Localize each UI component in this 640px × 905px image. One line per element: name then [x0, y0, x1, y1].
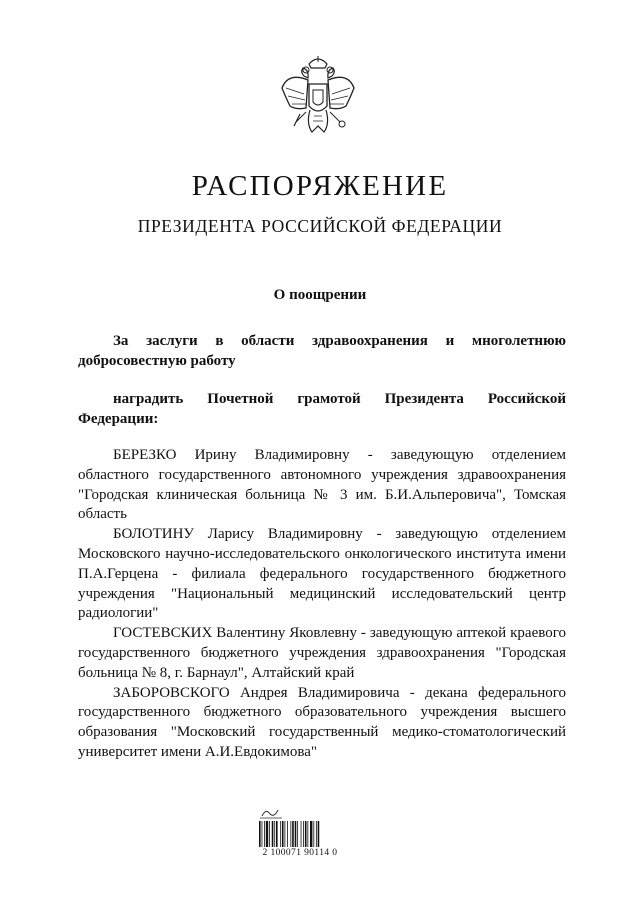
barcode-number: 2 100071 90114 0 — [262, 848, 338, 858]
barcode-bar — [274, 821, 275, 847]
barcode-bar — [305, 821, 307, 847]
barcode-bar — [264, 821, 265, 847]
barcode-bar — [295, 821, 297, 847]
awardee-entry: БЕРЕЗКО Ирину Владимировну - заведующую отделением областного государственного автономного учреждения здравоохранения "Городская клиническая больница № 3 им. Б.И.Альперовича", Томская область — [78, 447, 566, 523]
award-statement-line2: Федерации: — [78, 411, 159, 427]
barcode-bar — [303, 821, 304, 847]
merit-statement-line2: добросовестную работу — [78, 353, 236, 369]
barcode-bar — [290, 821, 291, 847]
barcode-bar — [301, 821, 302, 847]
barcode-bar — [285, 821, 286, 847]
document-stamp-icon — [258, 806, 284, 820]
barcode-bar — [287, 821, 288, 847]
barcode-bar — [280, 821, 281, 847]
barcode-icon — [258, 821, 342, 847]
barcode-bar — [307, 821, 308, 847]
coat-of-arms-icon — [276, 54, 360, 144]
merit-statement-line1: За заслуги в области здравоохранения и многолетнюю — [113, 333, 566, 349]
barcode-bar — [318, 821, 320, 847]
barcode-bar — [262, 821, 263, 847]
document-type-title: РАСПОРЯЖЕНИЕ — [191, 170, 449, 202]
barcode-bar — [297, 821, 298, 847]
barcode-bar — [292, 821, 294, 847]
barcode-bar — [310, 821, 312, 847]
awardee-entry: ГОСТЕВСКИХ Валентину Яковлевну - заведующую аптекой краевого государственного бюджетного учреждения здравоохранения "Городская больница № 8, г. Барнаул", Алтайский край — [78, 625, 566, 681]
document-subject: О поощрении — [273, 287, 367, 303]
barcode-bar — [272, 821, 274, 847]
barcode-bar — [259, 821, 261, 847]
barcode-bar — [276, 821, 278, 847]
awardee-entry: ЗАБОРОВСКОГО Андрея Владимировича - декана федерального государственного бюджетного образовательного учреждения высшего образования "Московский государственный медико-стоматологический университет имени А.И.Евдокимова" — [78, 684, 566, 760]
award-statement-line1: наградить Почетной грамотой Президента Российской — [113, 391, 566, 407]
barcode-bar — [266, 821, 268, 847]
barcode-bar — [282, 821, 284, 847]
barcode-bar — [316, 821, 317, 847]
awardee-entry: БОЛОТИНУ Ларису Владимировну - заведующую отделением Московского научно-исследовательского онкологического института имени П.А.Герцена - филиала федерального государственного бюджетного учреждения "Национальный медицинский исследовательский центр радиологии" — [78, 526, 566, 622]
issuer-title: ПРЕЗИДЕНТА РОССИЙСКОЙ ФЕДЕРАЦИИ — [137, 216, 503, 236]
barcode-bar — [269, 821, 270, 847]
awardee-list — [78, 446, 566, 763]
barcode-bar — [313, 821, 314, 847]
